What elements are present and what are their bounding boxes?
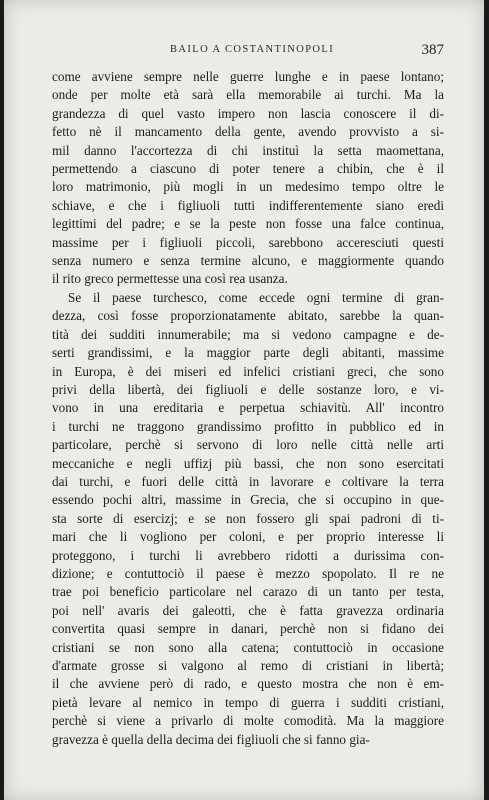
text-line: in Europa, è dei miseri ed infelici cristiani greci, che sono (52, 363, 444, 379)
text-line: privi della libertà, dei figliuoli e delle sostanze loro, e vi- (52, 381, 444, 397)
text-line: schiave, e che i figliuoli tutti indifferentemente siano eredi (52, 197, 444, 213)
body-text (52, 68, 444, 749)
text-line: dezza, così fosse proporzionatamente abitato, sarebbe la quan- (52, 308, 444, 324)
text-line: perchè si viene a privarlo di molte comodità. Ma la maggiore (52, 713, 444, 729)
text-line: trae poi beneficio particolare nel carazo di un tanto per testa, (52, 584, 444, 600)
text-line: i turchi ne traggono grandissimo profitto in pubblico ed in (52, 418, 444, 434)
page-header (52, 44, 444, 62)
text-line: d'armate grosse si valgono al remo di cristiani in libertà; (52, 658, 444, 673)
text-line: tità dei sudditi innumerabile; ma si vedono campagne e de- (52, 326, 444, 342)
text-line: massime per i figliuoli piccoli, sarebbono acceresciuti questi (52, 234, 444, 250)
text-line: proteggono, i turchi li avrebbero ridotti a durissima con- (52, 547, 444, 563)
text-line: gravezza è quella della decima dei figliuoli che si fanno gia- (52, 731, 370, 747)
text-line: mil danno l'accortezza di chi instituì la setta maomettana, (52, 142, 444, 158)
text-line: dizione; e contuttociò il paese è mezzo spopolato. Il re ne (52, 565, 444, 581)
text-line: permettendo a ciascuno di poter tenere a chibin, che è il (52, 161, 444, 177)
text-line: il che avviene però di rado, e questo mostra che non è em- (52, 676, 444, 692)
text-line: senza numero e senza termine alcuno, e maggiormente quando (52, 253, 444, 269)
text-line: legittimi del padre; e se la peste non fosse una falce continua, (52, 216, 444, 232)
text-line: cristiani se non sono alla catena; contuttociò in occasione (52, 639, 444, 655)
text-line: mari che li vogliono per coloni, e per proprio interesse li (52, 529, 444, 545)
text-line: fetto nè il mancamento della gente, avendo provvisto a si- (52, 124, 444, 140)
text-line: come avviene sempre nelle guerre lunghe e in paese lontano; (52, 69, 444, 84)
running-title: BAILO A COSTANTINOPOLI (170, 44, 335, 55)
text-line: loro matrimonio, più mogli in un medesimo tempo oltre le (52, 179, 444, 195)
text-line: meccaniche e negli uffizj più bassi, che non sono esercitati (52, 455, 444, 471)
text-line: convertita quasi sempre in danari, perchè non si fidano dei (52, 621, 444, 637)
text-line: particolare, perchè si servono di loro nelle città nelle arti (52, 437, 444, 453)
text-line: vono in una ereditaria e perpetua schiavitù. All' incontro (52, 400, 444, 416)
text-line: sta sorte di esercizj; e se non fossero gli spai padroni di ti- (52, 510, 444, 526)
text-line: essendo pochi altri, massime in Grecia, che si occupino in que- (52, 492, 444, 508)
text-line: poi nell' avaris dei galeotti, che è fatta gravezza ordinaria (52, 602, 444, 618)
text-line: onde per molte età sarà ella memorabile ai turchi. Ma la (52, 87, 444, 103)
paragraph (52, 68, 444, 289)
text-line: il rito greco permettesse una così rea usanza. (52, 271, 288, 287)
page-number: 387 (421, 42, 444, 58)
text-line: pietà levare al nemico in tempo di guerra i sudditi cristiani, (52, 694, 444, 710)
text-line: serti grandissimi, e la maggior parte degli abitanti, massime (52, 345, 444, 361)
text-line: grandezza di quel vasto impero non lascia conoscere il di- (52, 105, 444, 121)
paragraph (52, 289, 444, 749)
text-line: Se il paese turchesco, come eccede ogni termine di gran- (68, 289, 444, 305)
text-line: dai turchi, e fuori delle città in lavorare e coltivare la terra (52, 473, 444, 489)
